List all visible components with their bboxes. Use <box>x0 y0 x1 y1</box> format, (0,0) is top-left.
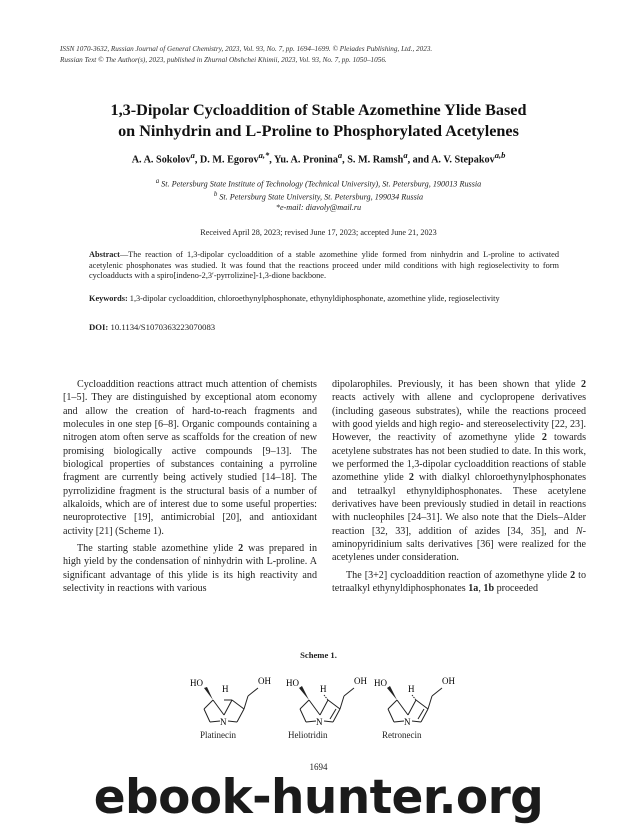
affiliation-a: $^a$ St. Petersburg State Institute of Technology (Technical University), St. Petersburg, 190013 Russia <box>155 178 482 189</box>
platinecin-skeleton <box>188 668 278 730</box>
title-line-2: on Ninhydrin and L-Proline to Phosphorylated Acetylenes <box>118 122 519 140</box>
platinecin-structure <box>188 668 278 735</box>
corresponding-email: *e-mail: diavoly@mail.ru <box>275 203 362 213</box>
affiliation-b: $^b$ St. Petersburg State University, St. Petersburg, 199034 Russia <box>213 191 424 202</box>
author-name: A. V. Stepakov <box>431 154 495 166</box>
body-paragraph: dipolarophiles. Previously, it has been shown that ylide 2 reacts actively with allene and cyclopropene derivatives (including gaseous substrates), while the reactions proceed with good yields and high regio- and stereoselectivity [22, 23]. However, the reactivity of azomethyne ylide 2 towards acetylene substrates has not been studied to date. In this work, we performed the 1,3-dipolar cycloaddition reactions of stable azomethine ylide 2 with dialkyl chloroethynylphosphonates and tetraalkyl ethynyldiphosphonates. These acetylene derivatives have been previously studied in detail in reactions with nucleophiles [24–31]. We also note that the Diels–Alder reaction [32, 33], addition of azides [34, 35], and N-aminopyridinium salts derivatives [36] were realized for the acetylenes under consideration. <box>332 379 587 564</box>
nitrogen-label: N <box>404 717 411 727</box>
body-column-left <box>63 378 317 596</box>
body-paragraph: The starting stable azomethine ylide 2 was prepared in high yield by the condensation of ninhydrin with L-proline. A significant advantage of this ylide is its high reactivity and selectivity in reactions with various <box>63 543 317 595</box>
paper-title <box>40 100 597 142</box>
retronecin-structure <box>372 668 462 735</box>
abstract-label: Abstract <box>89 250 120 259</box>
hydrogen-label: H <box>408 684 415 694</box>
page-number: 1694 <box>309 762 328 772</box>
hydrogen-label: H <box>222 684 229 694</box>
hydrogen-label: H <box>320 684 327 694</box>
hydroxyl-label: HO <box>286 678 299 688</box>
body-paragraph: Cycloaddition reactions attract much attention of chemists [1–5]. They are distinguished by exceptional atom economy and allow the creation of hard-to-reach fragments and molecules in one step [6–8]. Organic compounds containing a nitrogen atom often serve as scaffolds for the creation of new promising biologically active compounds [9–13]. The biological properties of substances containing a pyrroline fragment are currently being actively studied [14–18]. The pyrrolizidine fragment is the structural basis of a number of alkaloids, which are of interest due to some useful properties: neuroprotective [19], antimicrobial [20], and antioxidant activity [21] (Scheme 1). <box>63 379 317 537</box>
journal-header <box>60 44 580 66</box>
doi-link[interactable]: 10.1134/S1070363223070083 <box>110 322 216 332</box>
affiliations <box>40 177 597 214</box>
scheme-title: Scheme 1. <box>300 650 337 660</box>
received-dates: Received April 28, 2023; revised June 17, 2023; accepted June 21, 2023 <box>200 228 437 237</box>
journal-header-line-2: Russian Text © The Author(s), 2023, published in Zhurnal Obshchei Khimii, 2023, Vol. 93, No. 7, pp. 1050–1056. <box>60 56 387 64</box>
molecule-name-heliotridin: Heliotridin <box>288 730 328 740</box>
molecule-name-retronecin: Retronecin <box>382 730 422 740</box>
author-affiliation-mark: a,* <box>258 150 270 160</box>
doi <box>89 322 559 332</box>
author-name: S. M. Ramsh <box>347 154 404 166</box>
body-column-right <box>332 378 586 596</box>
watermark: ebook-hunter.org <box>93 770 544 825</box>
heliotridin-structure <box>284 668 374 735</box>
author-name: A. A. Sokolov <box>131 154 191 166</box>
author-name: D. M. Egorov <box>199 154 259 166</box>
author-name: Yu. A. Pronina <box>273 154 338 166</box>
author-separator: , <box>342 154 348 166</box>
hydroxyl-label: OH <box>258 676 271 686</box>
doi-label: DOI: <box>89 322 109 332</box>
nitrogen-label: N <box>316 717 323 727</box>
retronecin-skeleton <box>372 668 462 730</box>
author-separator: , <box>269 154 274 166</box>
author-affiliation-mark: a <box>403 150 408 160</box>
nitrogen-label: N <box>220 717 227 727</box>
abstract <box>89 250 559 282</box>
abstract-text: —The reaction of 1,3-dipolar cycloaddition of a stable azomethine ylide formed from ninhydrin and L-proline to activated acetylenic phosphonates was studied. It was found that the reactions proceed under mild conditions with high regioselectivity to form cycloadducts with a spiro[indeno-2,3′-pyrrolizine]-1,3-dione backbone. <box>89 250 559 281</box>
author-affiliation-mark: a <box>337 150 343 160</box>
author-affiliation-mark: a <box>190 150 195 160</box>
molecule-name-platinecin: Platinecin <box>200 730 236 740</box>
author-list <box>40 150 597 165</box>
hydroxyl-label: HO <box>374 678 387 688</box>
journal-header-line-1: ISSN 1070-3632, Russian Journal of General Chemistry, 2023, Vol. 93, No. 7, pp. 1694–1699. © Pleiades Publishing, Ltd., 2023. <box>60 45 433 53</box>
keywords-text: 1,3-dipolar cycloaddition, chloroethynylphosphonate, ethynyldiphosphonate, azomethine ylide, regioselectivity <box>129 294 500 303</box>
author-separator: , <box>194 154 200 166</box>
title-line-1: 1,3-Dipolar Cycloaddition of Stable Azomethine Ylide Based <box>110 101 527 119</box>
keywords-label: Keywords: <box>89 294 128 303</box>
body-paragraph: The [3+2] cycloaddition reaction of azomethyne ylide 2 to tetraalkyl ethynyldiphosphonates 1a, 1b proceeded <box>332 569 587 595</box>
keywords <box>89 294 559 305</box>
hydroxyl-label: HO <box>190 678 203 688</box>
hydroxyl-label: OH <box>442 676 455 686</box>
author-separator: , and <box>407 154 432 166</box>
author-affiliation-mark: a,b <box>494 150 506 160</box>
hydroxyl-label: OH <box>354 676 367 686</box>
heliotridin-skeleton <box>284 668 374 730</box>
